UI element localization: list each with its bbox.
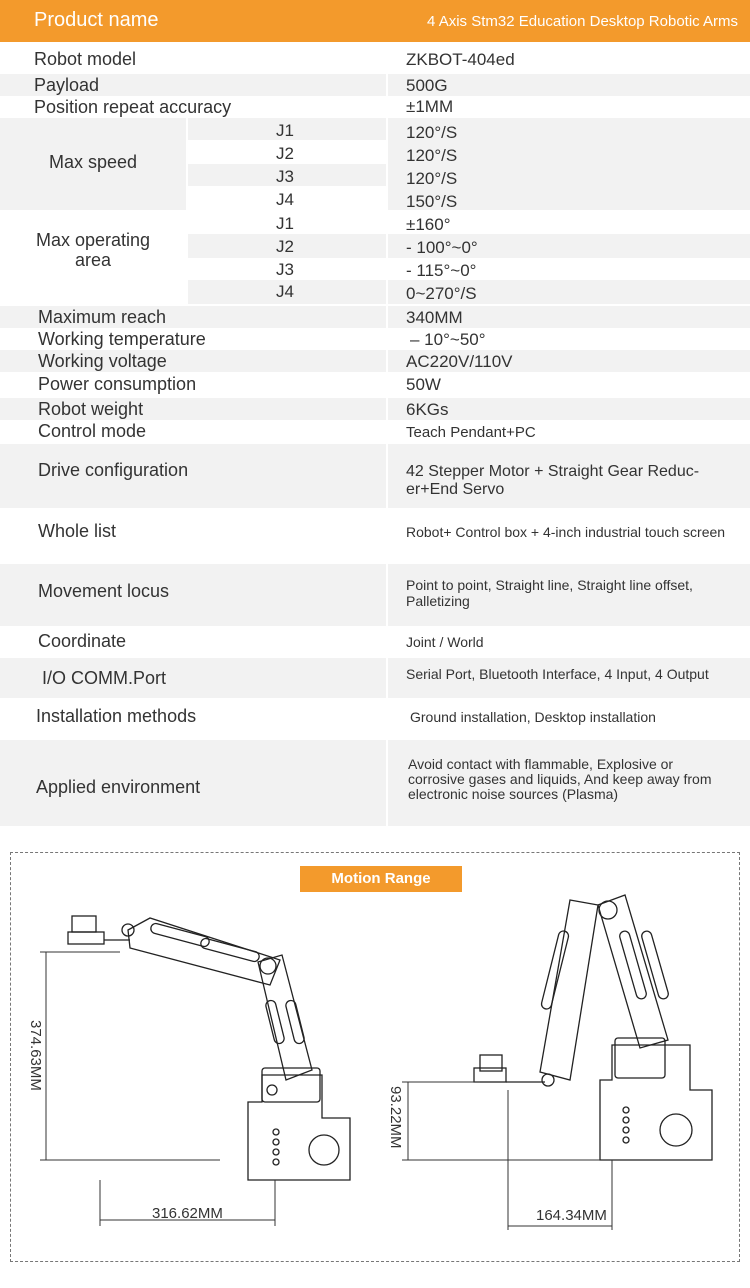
joint-value: 120°/S	[406, 146, 458, 165]
spec-value: 42 Stepper Motor + Straight Gear Reduc-	[406, 463, 700, 480]
spec-value: Ground installation, Desktop installation	[410, 709, 656, 725]
left-dimension-lines	[40, 952, 275, 1226]
joint-label: J2	[276, 237, 294, 256]
spec-label: Robot model	[34, 49, 137, 69]
joint-label: J4	[276, 282, 294, 301]
motion-range-badge: Motion Range	[300, 866, 462, 892]
joint-value: - 100°~0°	[406, 238, 478, 257]
joint-value: ±160°	[406, 215, 451, 234]
left-width-dimension: 316.62MM	[152, 1205, 223, 1222]
spec-label: Max operating	[35, 230, 151, 250]
spec-value: 340MM	[406, 308, 463, 327]
spec-label: Applied environment	[36, 777, 201, 797]
spec-label: Control mode	[38, 421, 147, 441]
spec-value: Avoid contact with flammable, Explosive or	[408, 756, 674, 772]
spec-label: Installation methods	[36, 706, 197, 726]
spec-value: – 10°~50°	[410, 330, 486, 349]
joint-label: J3	[276, 167, 294, 186]
joint-label: J3	[276, 260, 294, 279]
left-height-dimension: 374.63MM	[27, 1020, 44, 1091]
spec-value-2: Palletizing	[406, 593, 470, 609]
product-name-label: Product name	[34, 9, 159, 31]
joint-value: 120°/S	[406, 169, 458, 188]
spec-value-3: electronic noise sources (Plasma)	[408, 786, 619, 802]
spec-value: Teach Pendant+PC	[406, 424, 536, 441]
joint-label: J1	[276, 121, 294, 140]
spec-label: I/O COMM.Port	[42, 668, 167, 688]
joint-value: 120°/S	[406, 123, 458, 142]
spec-value: Serial Port, Bluetooth Interface, 4 Input, 4 Output	[406, 666, 709, 682]
spec-label: Power consumption	[38, 374, 197, 394]
spec-value-2: er+End Servo	[406, 481, 505, 498]
spec-label: Coordinate	[38, 631, 127, 651]
spec-label: Working voltage	[38, 351, 167, 371]
spec-value: AC220V/110V	[406, 352, 513, 371]
spec-value: Robot+ Control box + 4-inch industrial touch screen	[406, 524, 726, 540]
spec-value-2: corrosive gases and liquids, And keep away from	[408, 771, 712, 787]
spec-value: 50W	[406, 375, 441, 394]
spec-label-2: area	[74, 250, 112, 270]
spec-value: Point to point, Straight line, Straight line offset,	[406, 577, 693, 593]
joint-label: J4	[276, 190, 294, 209]
left-robot-drawing	[68, 916, 350, 1180]
product-name-value: 4 Axis Stm32 Education Desktop Robotic Arms	[427, 13, 738, 30]
right-robot-drawing	[474, 895, 712, 1160]
joint-value: 150°/S	[406, 192, 458, 211]
spec-value: ZKBOT-404ed	[406, 50, 515, 69]
spec-label: Robot weight	[38, 399, 144, 419]
spec-label: Position repeat accuracy	[34, 97, 232, 117]
spec-label: Working temperature	[38, 329, 206, 349]
joint-value: - 115°~0°	[406, 261, 477, 280]
spec-label: Drive configuration	[38, 460, 189, 480]
spec-label: Payload	[34, 75, 100, 95]
right-height-dimension: 93.22MM	[387, 1086, 404, 1149]
right-width-dimension: 164.34MM	[536, 1207, 607, 1224]
joint-label: J2	[276, 144, 294, 163]
joint-label: J1	[276, 214, 294, 233]
spec-value: 6KGs	[406, 400, 449, 419]
spec-value: ±1MM	[406, 97, 454, 116]
joint-value: 0~270°/S	[406, 284, 477, 303]
spec-label: Max speed	[48, 152, 138, 172]
spec-value: 500G	[406, 76, 448, 95]
spec-label: Maximum reach	[38, 307, 167, 327]
spec-label: Movement locus	[38, 581, 170, 601]
spec-label: Whole list	[38, 521, 117, 541]
spec-value: Joint / World	[406, 634, 484, 650]
